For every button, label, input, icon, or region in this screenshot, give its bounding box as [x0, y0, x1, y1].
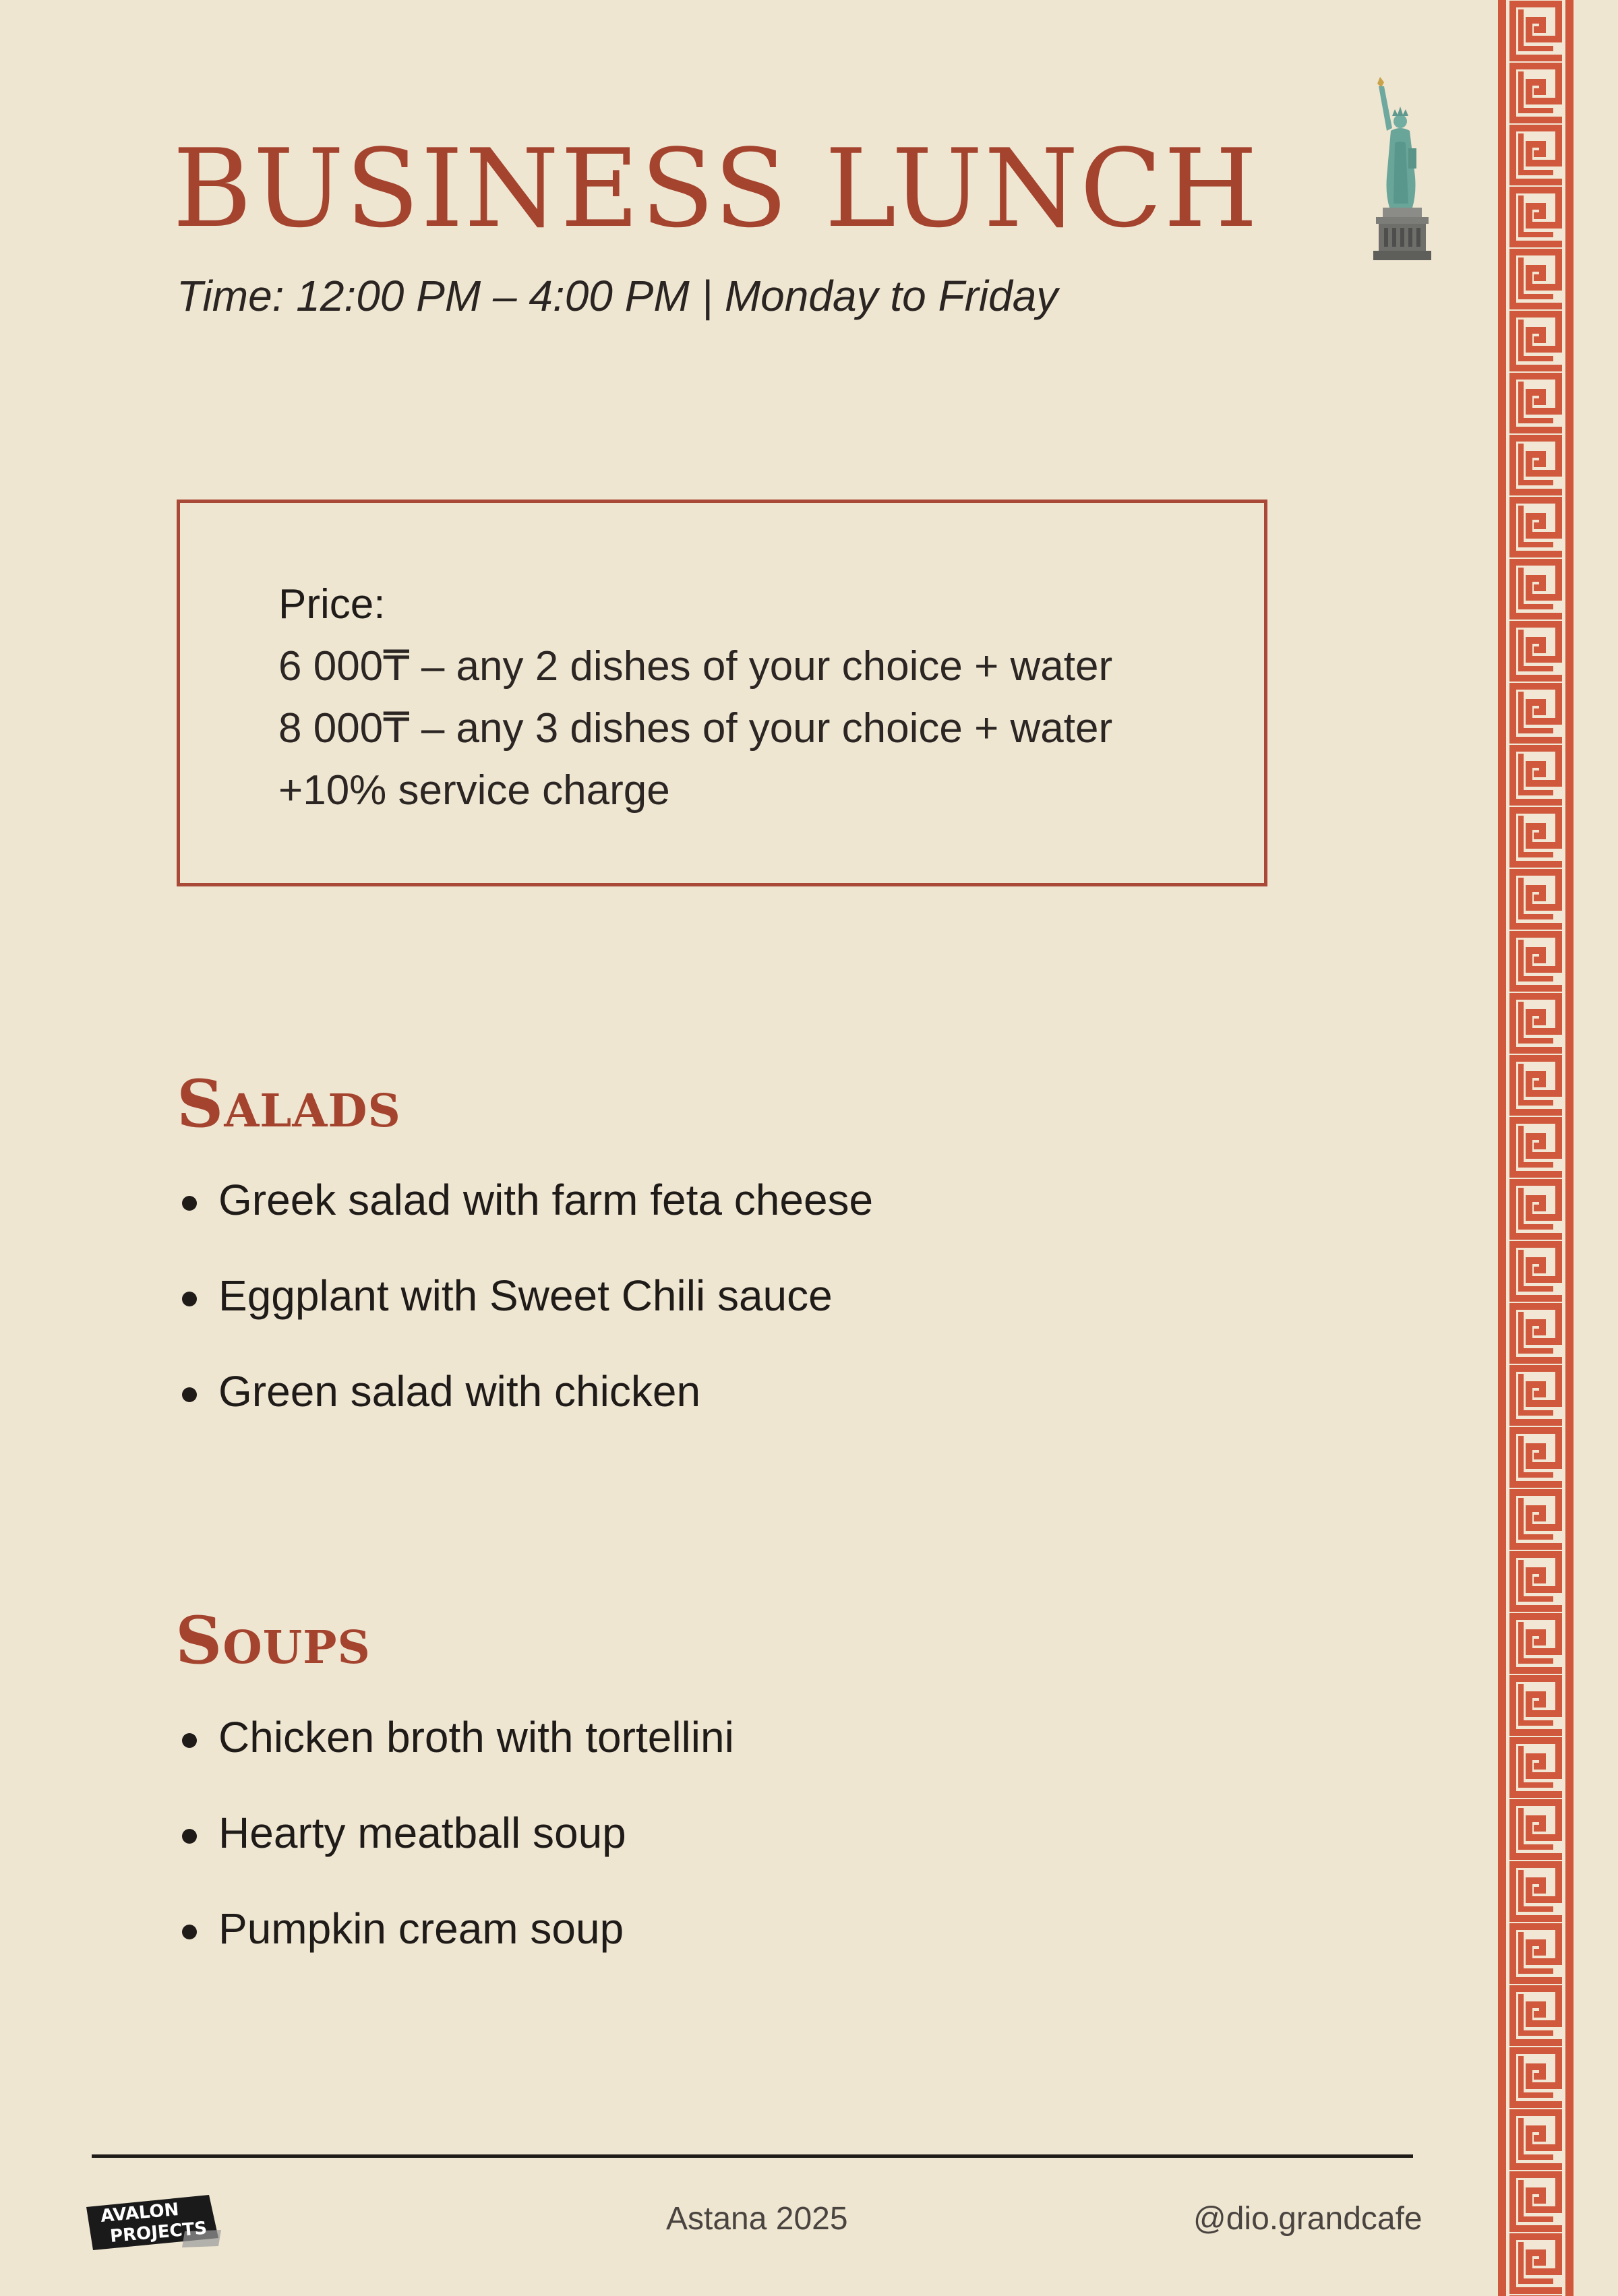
footer-city: Astana 2025: [666, 2201, 848, 2237]
dish-name: Eggplant with Sweet Chili sauce: [218, 1271, 833, 1320]
dish-name: Pumpkin cream soup: [218, 1904, 624, 1953]
list-item: [177, 1367, 873, 1466]
dish-name: Greek salad with farm feta cheese: [218, 1176, 874, 1224]
price-label: Price:: [278, 581, 386, 628]
logo-text-line1: AVALON: [99, 2199, 180, 2227]
opening-hours: Time: 12:00 PM – 4:00 PM | Monday to Friday: [177, 272, 1058, 320]
bullet-icon: [182, 1196, 197, 1211]
list-item: [177, 1811, 734, 1907]
dish-name: Hearty meatball soup: [218, 1809, 626, 1857]
page-title: BUSINESS LUNCH: [173, 125, 1259, 251]
salads-list: [177, 1178, 873, 1466]
price-line-three-dishes: 8 000₸ – any 3 dishes of your choice + water: [278, 705, 1113, 752]
price-info: [278, 574, 1112, 822]
bullet-icon: [182, 1925, 197, 1939]
instagram-handle: @dio.grandcafe: [1193, 2201, 1422, 2237]
price-line-two-dishes: 6 000₸ – any 2 dishes of your choice + water: [278, 643, 1113, 690]
list-item: [177, 1713, 734, 1811]
logo-text-line2: PROJECTS: [109, 2218, 208, 2247]
price-box: [177, 500, 1267, 886]
greek-key-border: [1498, 0, 1574, 2296]
bullet-icon: [182, 1292, 197, 1306]
list-item: [177, 1904, 734, 2003]
list-item: [177, 1271, 873, 1370]
salads-heading: Salads: [177, 1066, 401, 1142]
dish-name: Chicken broth with tortellini: [218, 1713, 734, 1761]
dish-name: Green salad with chicken: [218, 1367, 701, 1416]
footer-divider: [92, 2154, 1413, 2158]
avalon-projects-logo: [84, 2191, 222, 2253]
soups-list: [177, 1713, 734, 2003]
soups-heading: Soups: [175, 1602, 371, 1679]
bullet-icon: [182, 1733, 197, 1748]
list-item: [177, 1178, 873, 1274]
price-line-service-charge: +10% service charge: [278, 767, 670, 814]
statue-of-liberty-icon: [1365, 75, 1439, 262]
bullet-icon: [182, 1829, 197, 1844]
bullet-icon: [182, 1387, 197, 1402]
